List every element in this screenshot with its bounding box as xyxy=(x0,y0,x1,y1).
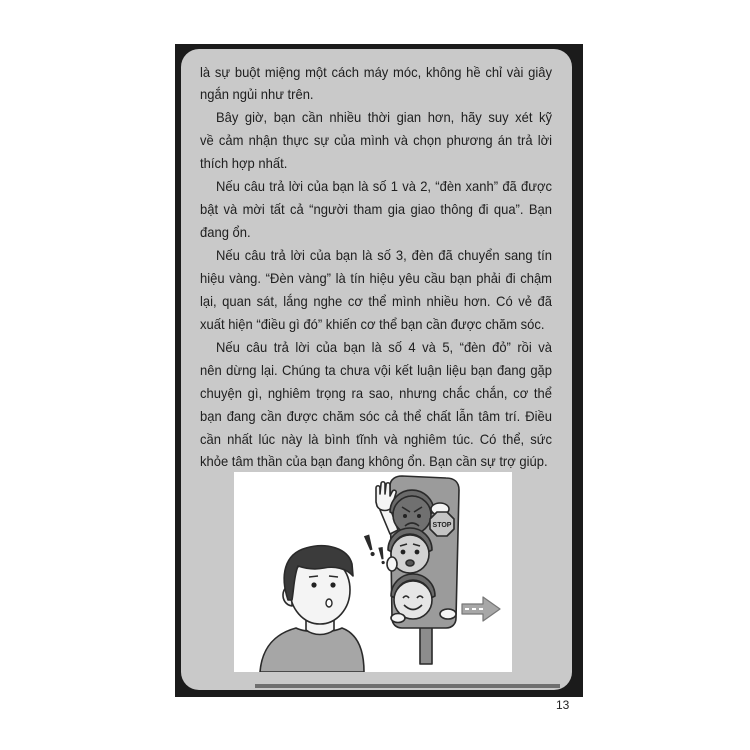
worried-mouth xyxy=(406,560,414,566)
text-line: cần nhất lúc này là bình tĩnh và nghiêm túc. Có thể, sức xyxy=(200,430,553,447)
text-line: bật và mời tất cả “người tham gia giao thông đi qua”. Bạn xyxy=(200,201,553,218)
text-line: Nếu câu trả lời của bạn là số 4 và 5, “đèn đỏ” rồi và xyxy=(215,338,553,355)
paragraph xyxy=(200,106,552,175)
paragraph xyxy=(200,175,552,244)
text-line: đang ổn. xyxy=(200,224,251,241)
text-line: ngắn ngủi như trên. xyxy=(200,86,314,103)
bottom-bar xyxy=(255,684,560,688)
text-line: xuất hiện “điều gì đó” khiến cơ thể bạn cần được chăm sóc. xyxy=(200,315,545,332)
pointing-hand-icon xyxy=(440,609,456,619)
text-line: Bây giờ, bạn cần nhiều thời gian hơn, hãy suy xét kỹ xyxy=(215,109,553,126)
angry-eye-left xyxy=(403,514,407,518)
paragraph xyxy=(200,244,552,336)
worried-eye-right xyxy=(415,550,420,555)
text-line: Nếu câu trả lời của bạn là số 3, đèn đã chuyển sang tín xyxy=(215,247,553,263)
man-eyebrow-right xyxy=(329,576,338,577)
text-line: Nếu câu trả lời của bạn là số 1 và 2, “đèn xanh” đã được xyxy=(215,178,553,195)
man-eye-left xyxy=(311,582,316,587)
angry-eye-right xyxy=(417,514,421,518)
text-line: là sự buột miệng một cách máy móc, không hề chỉ vài giây xyxy=(200,63,553,80)
stop-sign-label: STOP xyxy=(432,522,452,529)
page-number: 13 xyxy=(556,698,570,712)
text-line: hiệu vàng. “Đèn vàng” là tín hiệu yêu cầu bạn phải đi chậm xyxy=(200,269,553,286)
middle-hand-icon xyxy=(387,557,397,571)
paragraph xyxy=(200,61,552,107)
man-eyebrow-left xyxy=(309,576,318,577)
man-mouth xyxy=(326,599,332,607)
text-line: nên dừng lại. Chúng ta chưa vội kết luận liệu bạn đang gặp xyxy=(200,361,553,378)
worried-eye-left xyxy=(401,550,406,555)
text-line: lại, quan sát, lắng nghe cơ thể mình nhiều hơn. Có vẻ đã xyxy=(200,292,553,309)
text-line: thích hợp nhất. xyxy=(200,155,288,172)
paragraph xyxy=(200,336,552,474)
text-line: chuyện gì, nghiêm trọng ra sao, nhưng chắc chắn, cơ thể xyxy=(200,384,553,401)
body-text xyxy=(200,61,552,474)
text-line: khỏe tâm thần của bạn đang không ổn. Bạn cần sự trợ giúp. xyxy=(200,453,548,470)
bottom-left-hand-icon xyxy=(391,614,405,623)
man-eye-right xyxy=(330,582,335,587)
illustration xyxy=(234,472,512,672)
text-line: bạn đang cần được chăm sóc cả thể chất lẫn tâm trí. Điều xyxy=(200,407,553,424)
text-line: về cảm nhận thực sự của mình và chọn phương án trả lời xyxy=(200,132,553,149)
